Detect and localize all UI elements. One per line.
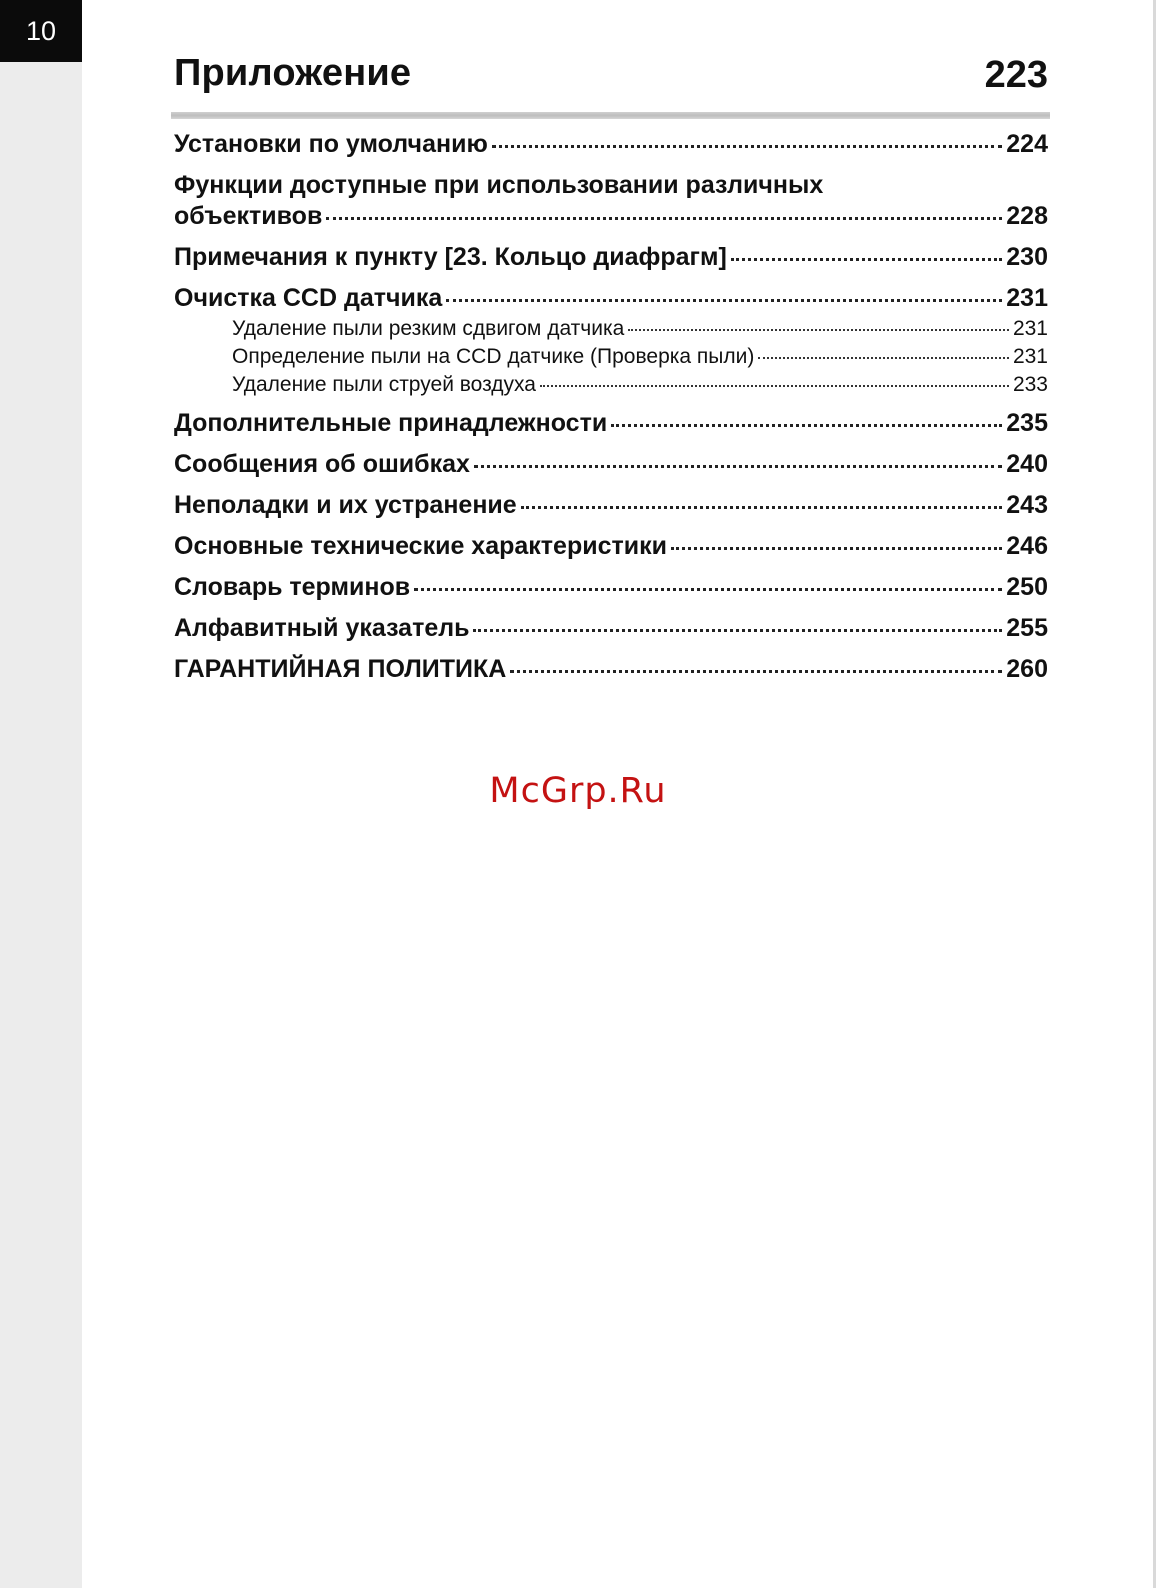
dot-leader	[521, 506, 1003, 509]
dot-leader	[473, 629, 1002, 632]
toc-entry-page: 240	[1006, 450, 1048, 478]
dot-leader	[758, 357, 1009, 359]
toc-entry-page: 231	[1006, 284, 1048, 312]
toc-entry-label: Неполадки и их устранение	[174, 491, 517, 519]
dot-leader	[611, 424, 1002, 427]
toc-entry-label: Установки по умолчанию	[174, 130, 488, 158]
toc-entry-page: 224	[1006, 130, 1048, 158]
dot-leader	[510, 670, 1002, 673]
toc-entry-page: 228	[1006, 202, 1048, 230]
dot-leader	[474, 465, 1002, 468]
toc-entry-page: 260	[1006, 655, 1048, 683]
toc-entry-label: ГАРАНТИЙНАЯ ПОЛИТИКА	[174, 655, 507, 683]
toc-entry-label: Очистка CCD датчика	[174, 284, 443, 312]
toc-entry-label: Словарь терминов	[174, 573, 411, 601]
toc-entry[interactable]	[174, 243, 1048, 272]
toc-subentry[interactable]	[174, 345, 1048, 369]
toc-entry-page: 243	[1006, 491, 1048, 519]
toc-entry[interactable]	[174, 202, 1048, 231]
toc-subentry-page: 231	[1012, 345, 1048, 368]
toc-entry-page: 235	[1006, 409, 1048, 437]
toc-subentry[interactable]	[174, 373, 1048, 397]
toc-subentry[interactable]	[174, 317, 1048, 341]
dot-leader	[731, 258, 1002, 261]
toc-entry[interactable]	[174, 409, 1048, 438]
toc-entry[interactable]	[174, 532, 1048, 561]
dot-leader	[492, 145, 1002, 148]
dot-leader	[414, 588, 1002, 591]
toc-entry-label-line1[interactable]: Функции доступные при использовании различных	[174, 171, 824, 199]
section-title: Приложение	[174, 52, 412, 94]
toc-entry[interactable]	[174, 450, 1048, 479]
section-page-number: 223	[984, 54, 1048, 96]
watermark-text: McGrp.Ru	[489, 771, 667, 811]
toc-entry-label: Основные технические характеристики	[174, 532, 667, 560]
toc-subentry-label: Удаление пыли резким сдвигом датчика	[232, 317, 625, 340]
dot-leader	[671, 547, 1002, 550]
toc-entry-label: Алфавитный указатель	[174, 614, 470, 642]
toc-entry-label: объективов	[174, 202, 323, 230]
toc-entry[interactable]	[174, 284, 1048, 313]
toc-subentry-page: 231	[1012, 317, 1048, 340]
toc-entry-label: Примечания к пункту [23. Кольцо диафрагм]	[174, 243, 727, 271]
toc-entry[interactable]	[174, 614, 1048, 643]
dot-leader	[326, 217, 1002, 220]
toc-entry-page: 255	[1006, 614, 1048, 642]
toc-entry[interactable]	[174, 130, 1048, 159]
toc-subentry-label: Удаление пыли струей воздуха	[232, 373, 536, 396]
toc-entry-label: Дополнительные принадлежности	[174, 409, 608, 437]
toc-entry[interactable]	[174, 573, 1048, 602]
toc-subentry-page: 233	[1012, 373, 1048, 396]
table-of-contents	[174, 130, 1048, 684]
toc-entry-page: 230	[1006, 243, 1048, 271]
dot-leader	[446, 299, 1002, 302]
header-rule	[171, 112, 1050, 119]
toc-entry[interactable]	[174, 491, 1048, 520]
dot-leader	[628, 329, 1009, 331]
toc-entry-page: 250	[1006, 573, 1048, 601]
section-header	[174, 52, 1048, 102]
toc-entry-label: Сообщения об ошибках	[174, 450, 470, 478]
corner-page-tab: 10	[0, 0, 82, 62]
toc-entry-page: 246	[1006, 532, 1048, 560]
toc-entry[interactable]	[174, 655, 1048, 684]
toc-subentry-label: Определение пыли на CCD датчике (Проверка пыли)	[232, 345, 755, 368]
dot-leader	[540, 385, 1009, 387]
